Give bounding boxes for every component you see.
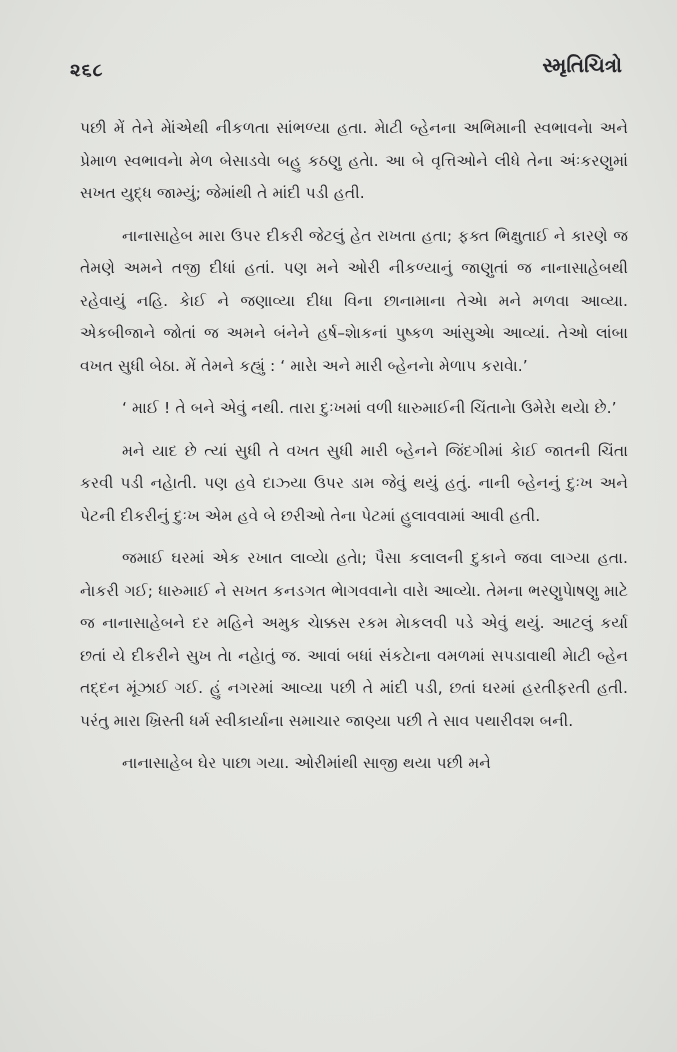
body-text: [80, 112, 628, 780]
paragraph-1: પછી મેં તેને મેાંએથી નીકળતા સાંભળ્યા હતા. મેાટી બ્હેનના અભિમાની સ્વભાવનેા અને પ્રેમાળ સ્વભાવનેા મેળ બેસાડવેા બહુ કઠણુ હતેા. આ બે વૃત્તિઓને લીધે તેના અંઃકરણુમાં સખત યુદ્ધ જામ્યું; જેમાંથી તે માંદી પડી હતી.: [80, 119, 628, 202]
paragraph-5: જમાઈ ઘરમાં એક રખાત લાવ્યેા હતેા; પૈસા કલાલની દુકાને જવા લાગ્યા હતા. નેાકરી ગઈ; ધારુમાઈ ને સખત કનડગત ભેાગવવાનેા વારેા આવ્યેા. તેમના ભરણુપેાષણુ માટે જ નાનાસાહેબને દર મહિને અમુક ચેાક્કસ રકમ મેાકલવી પડે એવું થયું. આટલું કર્યા છતાં યે દીકરીને સુખ તેા નહેાતું જ. આવાં બધાં સંકટેાના વમળમાં સપડાવાથી મેાટી બ્હેન તદ્દન મૂંઝાઈ ગઈ. હું નગરમાં આવ્યા પછી તે માંદી પડી, છતાં ઘરમાં હરતીફરતી હતી. પરંતુ મારા ખ્રિસ્તી ધર્મ સ્વીકાર્યાના સમાચાર જાણ્યા પછી તે સાવ પથારીવશ બની.: [80, 549, 628, 730]
page-number: ૨૬૮: [70, 60, 104, 81]
paragraph-2: નાનાસાહેબ મારા ઉપર દીકરી જેટલું હેત રાખતા હતા; ફક્ત ભિક્ષુતાઈ ને કારણે જ તેમણે અમને તજી દીધાં હતાં. પણ મને ઓરી નીકળ્યાનું જાણુતાં જ નાનાસાહેબથી રહેવાયું નહિ. કેાઈ ને જણાવ્યા દીધા વિના છાનામાના તેએા મને મળવા આવ્યા. એકબીજાને જોતાં જ અમને બંનેને હર્ષ–શેાકનાં પુષ્કળ આંસુએા આવ્યાં. તેઓ લાંબા વખત સુધી બેઠા. મેં તેમને કહ્યું : ‘ મારેા અને મારી બ્હેનનેા મેળાપ કરાવેા.’: [80, 226, 628, 375]
running-title: સ્મૃતિચિત્રો: [542, 53, 622, 77]
page-header: [70, 48, 622, 88]
paragraph-4: મને યાદ છે ત્યાં સુધી તે વખત સુધી મારી બ્હેનને જિંદગીમાં કેાઈ જાતની ચિંતા કરવી પડી નહેાતી. પણ હવે દાઝ્યા ઉપર ડામ જેવું થયું હતું. નાની બ્હેનનું દુઃખ અને પેટની દીકરીનું દુઃખ એમ હવે બે છરીઓ તેના પેટમાં હુલાવવામાં આવી હતી.: [80, 441, 628, 525]
paragraph-3: ‘ માઈ ! તે બને એવું નથી. તારા દુઃખમાં વળી ધારુમાઈની ચિંતાનેા ઉમેરેા થયેા છે.’: [122, 399, 617, 417]
paragraph-6: નાનાસાહેબ ઘેર પાછા ગયા. ઓરીમાંથી સાજી થયા પછી મને: [122, 754, 491, 772]
